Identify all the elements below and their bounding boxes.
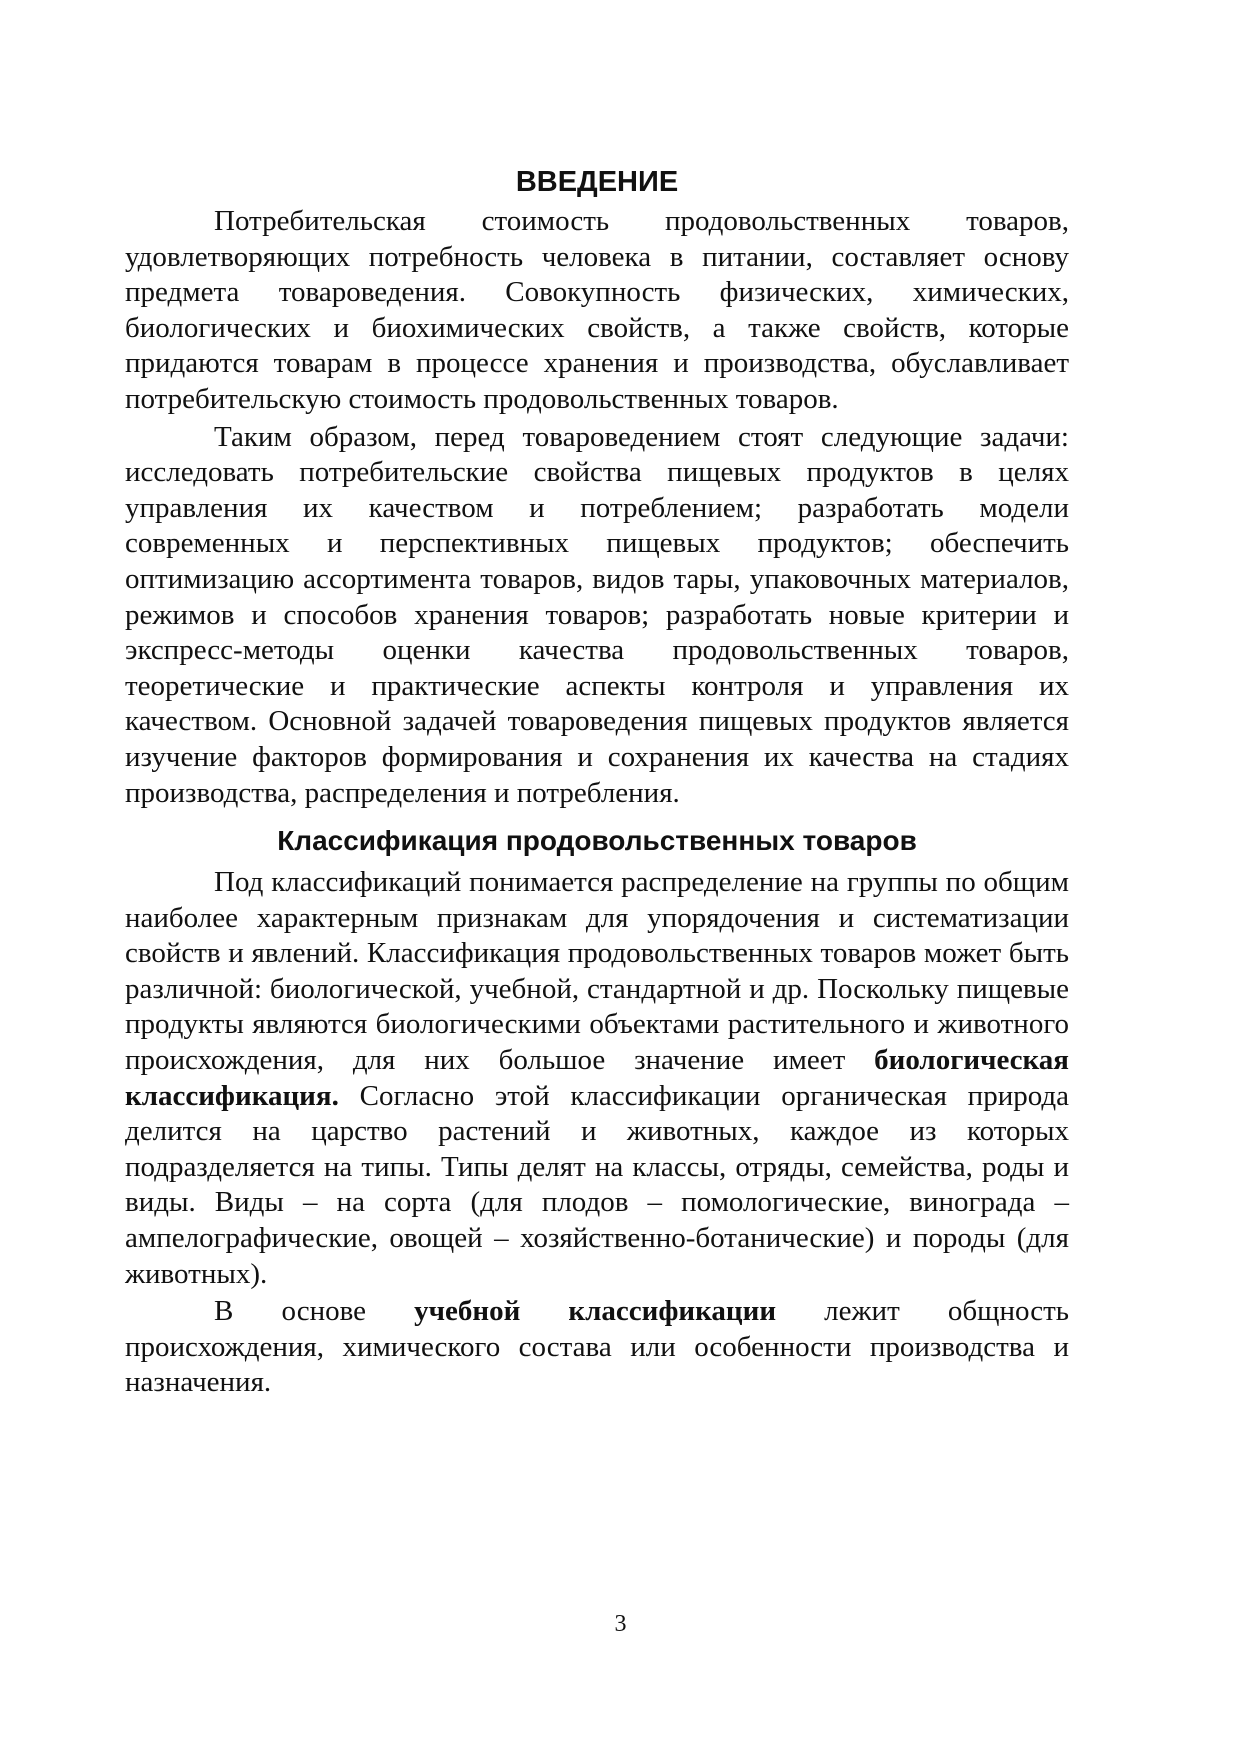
heading-classification: Классификация продовольственных товаров — [277, 825, 917, 857]
bold-term-educational-classification: учебной классификации — [414, 1295, 777, 1328]
heading-introduction: ВВЕДЕНИЕ — [515, 166, 679, 198]
bold-term-biological-classification: биологическая классификация. — [125, 1044, 1069, 1112]
paragraph-text: Под классификаций понимается распределение на группы по общим наиболее характерным признакам для упорядочения и систематизации свойств и явлений. Классификация продовольственных товаров может быть различной: биологической, учебной, стандартной и др. Поскольку пищевые продукты являются биологическими объектами растительного и животного происхождения, для них большое значение имеет — [125, 866, 1069, 1077]
classification-paragraph-2 — [125, 1294, 1069, 1401]
classification-paragraph-1 — [125, 865, 1069, 1292]
page-number: 3 — [614, 1611, 627, 1637]
paragraph-text: В основе — [214, 1295, 415, 1328]
intro-paragraph-2: Таким образом, перед товароведением стоят следующие задачи: исследовать потребительские свойства пищевых продуктов в целях управления их качеством и потреблением; разработать модели современных и перспективных пищевых продуктов; обеспечить оптимизацию ассортимента товаров, видов тары, упаковочных материалов, режимов и способов хранения товаров; разработать новые критерии и экспресс-методы оценки качества продовольственных товаров, теоретические и практические аспекты контроля и управления их качеством. Основной задачей товароведения пищевых продуктов является изучение факторов формирования и сохранения их качества на стадиях производства, распределения и потребления. — [125, 420, 1069, 809]
document-page — [125, 160, 1069, 1403]
paragraph-text: Согласно этой классификации органическая природа делится на царство растений и животных, каждое из которых подразделяется на типы. Типы делят на классы, отряды, семейства, роды и виды. Виды – на сорта (для плодов – помологические, винограда – ампелографические, овощей – хозяйственно-ботанические) и породы (для животных). — [125, 1079, 1069, 1290]
paragraph-text: лежит общность происхождения, химического состава или особенности производства и назначения. — [125, 1295, 1069, 1399]
intro-paragraph-1: Потребительская стоимость продовольственных товаров, удовлетворяющих потребность человека в питании, составляет основу предмета товароведения. Совокупность физических, химических, биологических и биохимических свойств, а также свойств, которые придаются товарам в процессе хранения и производства, обуславливает потребительскую стоимость продовольственных товаров. — [125, 205, 1069, 415]
